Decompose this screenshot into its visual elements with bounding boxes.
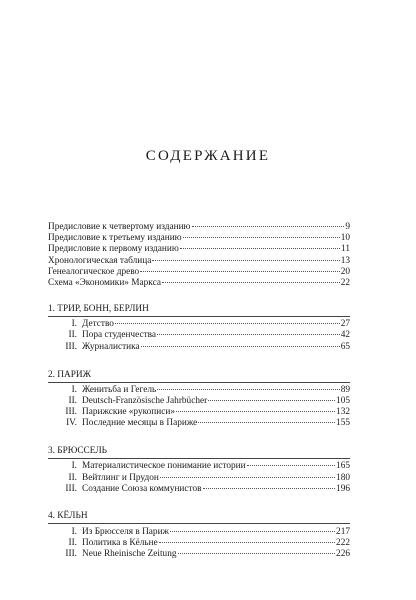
chapter-label: Последние месяцы в Париже [82, 418, 198, 429]
chapter-label: Вейтлинг и Прудон [82, 472, 159, 483]
dot-leader [159, 542, 335, 543]
dot-leader [192, 226, 345, 227]
toc-entry-title: Предисловие к четвертому изданию [48, 222, 191, 232]
chapter-page: 89 [340, 384, 350, 395]
chapter-label: Парижские «рукописи» [82, 407, 176, 418]
chapter-page: 196 [336, 483, 350, 494]
chapter-entry[interactable] [48, 385, 350, 396]
chapter-label: Женитьба и Гегель [82, 384, 157, 395]
toc-entry[interactable] [48, 233, 350, 244]
dot-leader [160, 477, 335, 478]
chapter-page: 42 [340, 330, 350, 341]
chapter-number: II. [68, 472, 77, 483]
chapter-label: Детство [82, 319, 114, 330]
chapter-title [48, 549, 177, 560]
chapter-entry[interactable] [48, 319, 350, 330]
toc-entry-page: 22 [340, 277, 350, 288]
chapter-label: Политика в Кёльне [82, 538, 158, 549]
chapter-entry[interactable] [48, 473, 350, 484]
toc-entry[interactable] [48, 278, 350, 289]
toc-entry-title: Схема «Экономики» Маркса [48, 277, 161, 288]
chapter-entry[interactable] [48, 418, 350, 429]
chapter-page: 105 [336, 395, 350, 406]
chapter-entry[interactable] [48, 538, 350, 549]
part-section [48, 370, 350, 430]
chapter-label: Neue Rheinische Zeitung [82, 549, 177, 560]
part-heading[interactable]: 1. ТРИР, БОНН, БЕРЛИН [48, 304, 350, 317]
toc-entry[interactable] [48, 222, 350, 233]
chapter-page: 222 [336, 538, 350, 549]
chapter-entry[interactable] [48, 549, 350, 560]
chapter-title [48, 319, 114, 330]
toc-entry[interactable] [48, 256, 350, 267]
toc-entry-title: Предисловие к первому изданию [48, 244, 179, 255]
dot-leader [141, 346, 340, 347]
chapter-number: III. [65, 549, 77, 560]
chapter-number: I. [71, 384, 77, 395]
toc-entry-page: 10 [340, 233, 350, 244]
chapter-title [48, 342, 140, 353]
chapter-label: Материалистическое понимание истории [82, 461, 246, 472]
chapter-number: III. [65, 483, 77, 494]
toc-entry-title: Предисловие к третьему изданию [48, 233, 182, 244]
part-heading[interactable]: 3. БРЮССЕЛЬ [48, 446, 350, 459]
part-section [48, 512, 350, 561]
chapter-page: 217 [336, 527, 350, 537]
chapter-label: Журналистика [82, 341, 140, 352]
chapter-entry[interactable] [48, 484, 350, 495]
toc-entry-title: Генеалогическое древо [48, 266, 140, 277]
chapter-title [48, 407, 175, 418]
chapter-number: I. [71, 319, 77, 330]
chapter-label: Deutsch-Französische Jahrbücher [82, 395, 208, 406]
front-matter-list [48, 222, 350, 289]
toc-entry[interactable] [48, 267, 350, 278]
toc-entry-title: Хронологическая таблица [48, 255, 152, 266]
dot-leader [247, 465, 335, 466]
dot-leader [115, 323, 340, 324]
chapter-page: 180 [336, 472, 350, 483]
chapter-page: 226 [336, 549, 350, 560]
page-title: СОДЕРЖАНИЕ [145, 148, 271, 164]
chapter-title [48, 461, 246, 472]
chapter-title [48, 396, 207, 407]
dot-leader [208, 400, 335, 401]
dot-leader [157, 389, 339, 390]
chapter-title [48, 538, 158, 549]
chapter-title [48, 385, 156, 396]
toc-entry-page: 20 [340, 266, 350, 277]
toc-entry[interactable] [48, 244, 350, 255]
table-of-contents [48, 222, 350, 578]
dot-leader [162, 282, 340, 283]
chapter-number: I. [71, 461, 77, 472]
part-heading[interactable]: 2. ПАРИЖ [48, 370, 350, 383]
chapter-number: III. [65, 341, 77, 352]
dot-leader [178, 553, 336, 554]
chapter-page: 165 [336, 461, 350, 472]
chapter-entry[interactable] [48, 330, 350, 341]
part-heading[interactable]: 4. КЁЛЬН [48, 511, 350, 524]
chapter-entry[interactable] [48, 396, 350, 407]
dot-leader [198, 422, 335, 423]
toc-entry-page: 9 [345, 222, 350, 232]
dot-leader [183, 237, 340, 238]
chapter-entry[interactable] [48, 461, 350, 472]
part-section [48, 304, 350, 353]
chapter-title [48, 330, 156, 341]
dot-leader [176, 411, 335, 412]
chapter-label: Из Брюсселя в Париж [82, 527, 169, 537]
chapter-page: 65 [340, 341, 350, 352]
dot-leader [180, 248, 340, 249]
toc-entry-page: 13 [340, 255, 350, 266]
chapter-label: Пора студенчества [82, 330, 157, 341]
chapter-page: 132 [336, 407, 350, 418]
chapter-number: II. [68, 538, 77, 549]
dot-leader [140, 271, 340, 272]
chapter-page: 155 [336, 418, 350, 429]
dot-leader [157, 334, 340, 335]
chapter-number: I. [71, 527, 77, 537]
dot-leader [152, 260, 339, 261]
chapter-entry[interactable] [48, 527, 350, 538]
chapter-entry[interactable] [48, 342, 350, 353]
chapter-label: Создание Союза коммунистов [82, 483, 202, 494]
chapter-number: II. [68, 330, 77, 341]
chapter-title [48, 527, 169, 538]
dot-leader [203, 488, 336, 489]
chapter-entry[interactable] [48, 407, 350, 418]
chapter-number: II. [68, 395, 77, 406]
toc-entry-page: 11 [341, 244, 350, 255]
part-section [48, 446, 350, 495]
chapter-page: 27 [340, 319, 350, 330]
chapter-number: III. [65, 407, 77, 418]
chapter-title [48, 473, 159, 484]
chapter-title [48, 418, 197, 429]
chapter-title [48, 484, 202, 495]
dot-leader [170, 531, 335, 532]
chapter-number: IV. [66, 418, 77, 429]
